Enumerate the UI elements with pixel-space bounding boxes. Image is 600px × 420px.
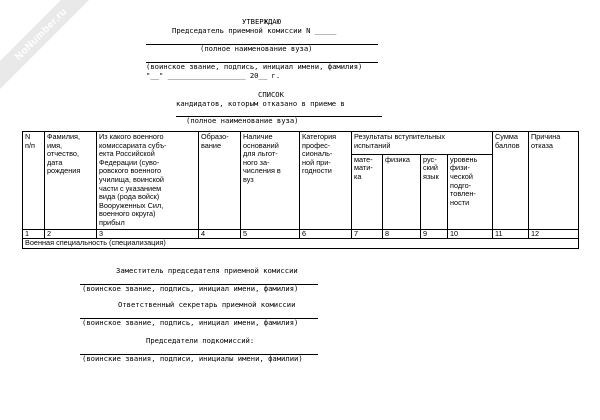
column-number: 4 <box>199 229 241 239</box>
list-title: СПИСОК <box>258 90 284 99</box>
signature-title-subcommittees: Председатели подкомиссий: <box>146 336 255 345</box>
column-number: 8 <box>383 229 421 239</box>
list-university-caption: (полное наименование вуза) <box>186 116 299 125</box>
signature-caption-subcommittees: (воинские звания, подписи, инициалы имени, фамилии) <box>82 354 303 363</box>
signature-caption-deputy: (воинское звание, подпись, инициал имени, фамилия) <box>82 284 299 293</box>
column-number: 12 <box>529 229 579 239</box>
header-cell-education: Образо- вание <box>199 132 241 230</box>
header-cell-category: Категория профес- сиональ- ной при- годности <box>300 132 352 230</box>
column-number: 5 <box>241 229 300 239</box>
specialty-cell: Военная специальность (специализация) <box>23 239 579 249</box>
column-number: 3 <box>97 229 199 239</box>
specialty-row <box>23 239 579 249</box>
header-cell-number: N п/п <box>23 132 45 230</box>
column-number: 7 <box>352 229 383 239</box>
column-number-row <box>23 229 579 239</box>
signature-title-secretary: Ответственный секретарь приемной комиссии <box>118 300 296 309</box>
column-number: 2 <box>45 229 97 239</box>
rank-caption: (воинское звание, подпись, инициал имени, фамилия) <box>146 62 363 71</box>
column-number: 10 <box>448 229 493 239</box>
column-number: 9 <box>421 229 448 239</box>
date-line: "__" __________________ 20__ г. <box>146 71 281 80</box>
watermark-text: NoNumber.ru <box>12 5 70 63</box>
university-caption: (полное наименование вуза) <box>200 44 313 53</box>
subheader-cell-math: мате- мати- ка <box>352 154 383 229</box>
chairman-line: Председатель приемной комиссии N _____ <box>172 26 337 35</box>
approval-heading: УТВЕРЖДАЮ <box>242 17 281 26</box>
header-cell-total-score: Сумма баллов <box>493 132 529 230</box>
column-number: 1 <box>23 229 45 239</box>
watermark-ribbon <box>0 0 101 94</box>
rejected-candidates-table <box>22 131 579 249</box>
header-cell-benefits: Наличие оснований для льгот- ного за- числения в вуз <box>241 132 300 230</box>
header-cell-exam-results: Результаты вступительных испытаний <box>352 132 493 155</box>
header-cell-origin: Из какого военного комиссариата субъ- екта Российской Федерации (суво- ровского военного училища, воинской части с указанием вида (рода войск) Вооруженных Сил, военного округа) прибыл <box>97 132 199 230</box>
header-cell-rejection-reason: Причина отказа <box>529 132 579 230</box>
table-header-row <box>23 132 579 155</box>
signature-caption-secretary: (воинское звание, подпись, инициал имени, фамилия) <box>82 318 299 327</box>
header-cell-full-name: Фамилия, имя, отчество, дата рождения <box>45 132 97 230</box>
list-subtitle: кандидатов, которым отказано в приеме в <box>176 99 345 108</box>
subheader-cell-physics: физика <box>383 154 421 229</box>
subheader-cell-russian: рус- ский язык <box>421 154 448 229</box>
column-number: 11 <box>493 229 529 239</box>
signature-title-deputy: Заместитель председателя приемной комиссии <box>116 266 298 275</box>
subheader-cell-fitness: уровень физи- ческой подго- товлен- ности <box>448 154 493 229</box>
column-number: 6 <box>300 229 352 239</box>
